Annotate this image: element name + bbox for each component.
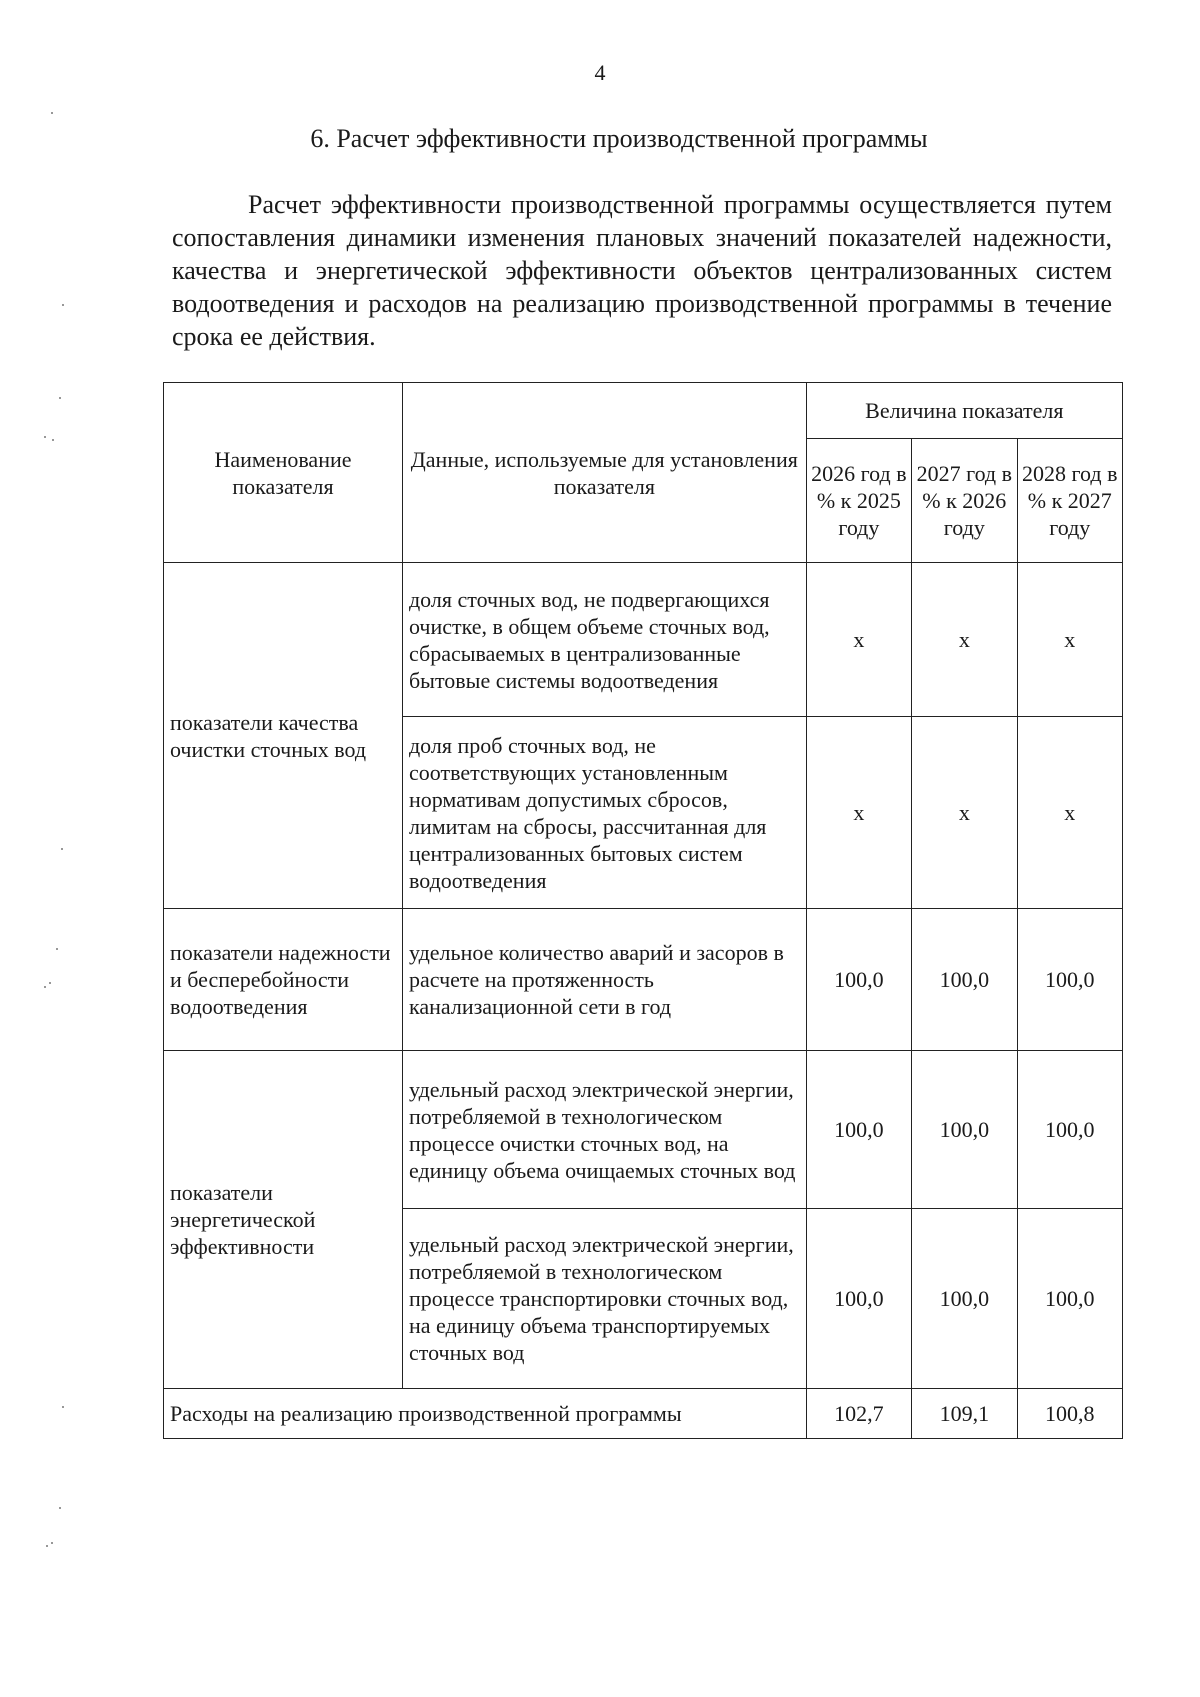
row-value-2027: х: [912, 563, 1017, 717]
scan-speck: [51, 1542, 53, 1544]
row-value-2028: 100,0: [1017, 1051, 1122, 1209]
scan-speck: [44, 986, 46, 988]
scan-speck: [56, 948, 58, 950]
scan-speck: [52, 439, 54, 441]
group-name-quality: показатели качества очистки сточных вод: [164, 563, 403, 909]
scan-speck: [62, 1406, 64, 1408]
scan-speck: [61, 848, 63, 850]
header-year-2028: 2028 год в % к 2027 году: [1017, 439, 1122, 563]
row-value-2027: 100,0: [912, 1209, 1017, 1389]
total-value-2028: 100,8: [1017, 1389, 1122, 1439]
efficiency-table: [163, 382, 1123, 1439]
table-row: [164, 909, 1123, 1051]
row-value-2026: х: [806, 563, 911, 717]
header-source-data: Данные, используемые для установления показателя: [402, 383, 806, 563]
row-value-2026: х: [806, 717, 911, 909]
group-name-reliability: показатели надежности и бесперебойности водоотведения: [164, 909, 403, 1051]
total-value-2026: 102,7: [806, 1389, 911, 1439]
row-value-2027: х: [912, 717, 1017, 909]
row-data: доля проб сточных вод, не соответствующих установленным нормативам допустимых сбросов, лимитам на сбросы, рассчитанная для централизованных бытовых систем водоотведения: [402, 717, 806, 909]
intro-paragraph: Расчет эффективности производственной программы осуществляется путем сопоставления динамики изменения плановых значений показателей надежности, качества и энергетической эффективности объектов централизованных систем водоотведения и расходов на реализацию производственной программы в течение срока ее действия.: [172, 190, 1112, 351]
scan-speck: [46, 1545, 48, 1547]
header-year-2026: 2026 год в % к 2025 году: [806, 439, 911, 563]
table-row: [164, 1051, 1123, 1209]
scan-margin-specks: [0, 0, 80, 1697]
header-indicator-name: Наименование показателя: [164, 383, 403, 563]
row-value-2026: 100,0: [806, 1051, 911, 1209]
table-row: [164, 563, 1123, 717]
row-value-2028: 100,0: [1017, 909, 1122, 1051]
table-header-row: [164, 383, 1123, 439]
table-total-row: [164, 1389, 1123, 1439]
scan-speck: [51, 112, 53, 114]
scan-speck: [49, 982, 51, 984]
group-name-energy: показатели энергетической эффективности: [164, 1051, 403, 1389]
page-number: 4: [594, 60, 606, 85]
scan-speck: [59, 1507, 61, 1509]
row-value-2027: 100,0: [912, 1051, 1017, 1209]
row-data: удельный расход электрической энергии, потребляемой в технологическом процессе транспортировки сточных вод, на единицу объема транспортируемых сточных вод: [402, 1209, 806, 1389]
scan-speck: [44, 436, 46, 438]
row-value-2028: 100,0: [1017, 1209, 1122, 1389]
row-data: удельный расход электрической энергии, потребляемой в технологическом процессе очистки сточных вод, на единицу объема очищаемых сточных вод: [402, 1051, 806, 1209]
row-value-2026: 100,0: [806, 1209, 911, 1389]
row-value-2028: х: [1017, 717, 1122, 909]
section-title: 6. Расчет эффективности производственной программы: [310, 124, 928, 153]
row-data: доля сточных вод, не подвергающихся очистке, в общем объеме сточных вод, сбрасываемых в централизованные бытовые системы водоотведения: [402, 563, 806, 717]
total-label: Расходы на реализацию производственной программы: [164, 1389, 807, 1439]
row-value-2027: 100,0: [912, 909, 1017, 1051]
scan-speck: [59, 397, 61, 399]
header-value-group: Величина показателя: [806, 383, 1122, 439]
row-data: удельное количество аварий и засоров в расчете на протяженность канализационной сети в год: [402, 909, 806, 1051]
row-value-2028: х: [1017, 563, 1122, 717]
total-value-2027: 109,1: [912, 1389, 1017, 1439]
scan-speck: [62, 304, 64, 306]
row-value-2026: 100,0: [806, 909, 911, 1051]
header-year-2027: 2027 год в % к 2026 году: [912, 439, 1017, 563]
